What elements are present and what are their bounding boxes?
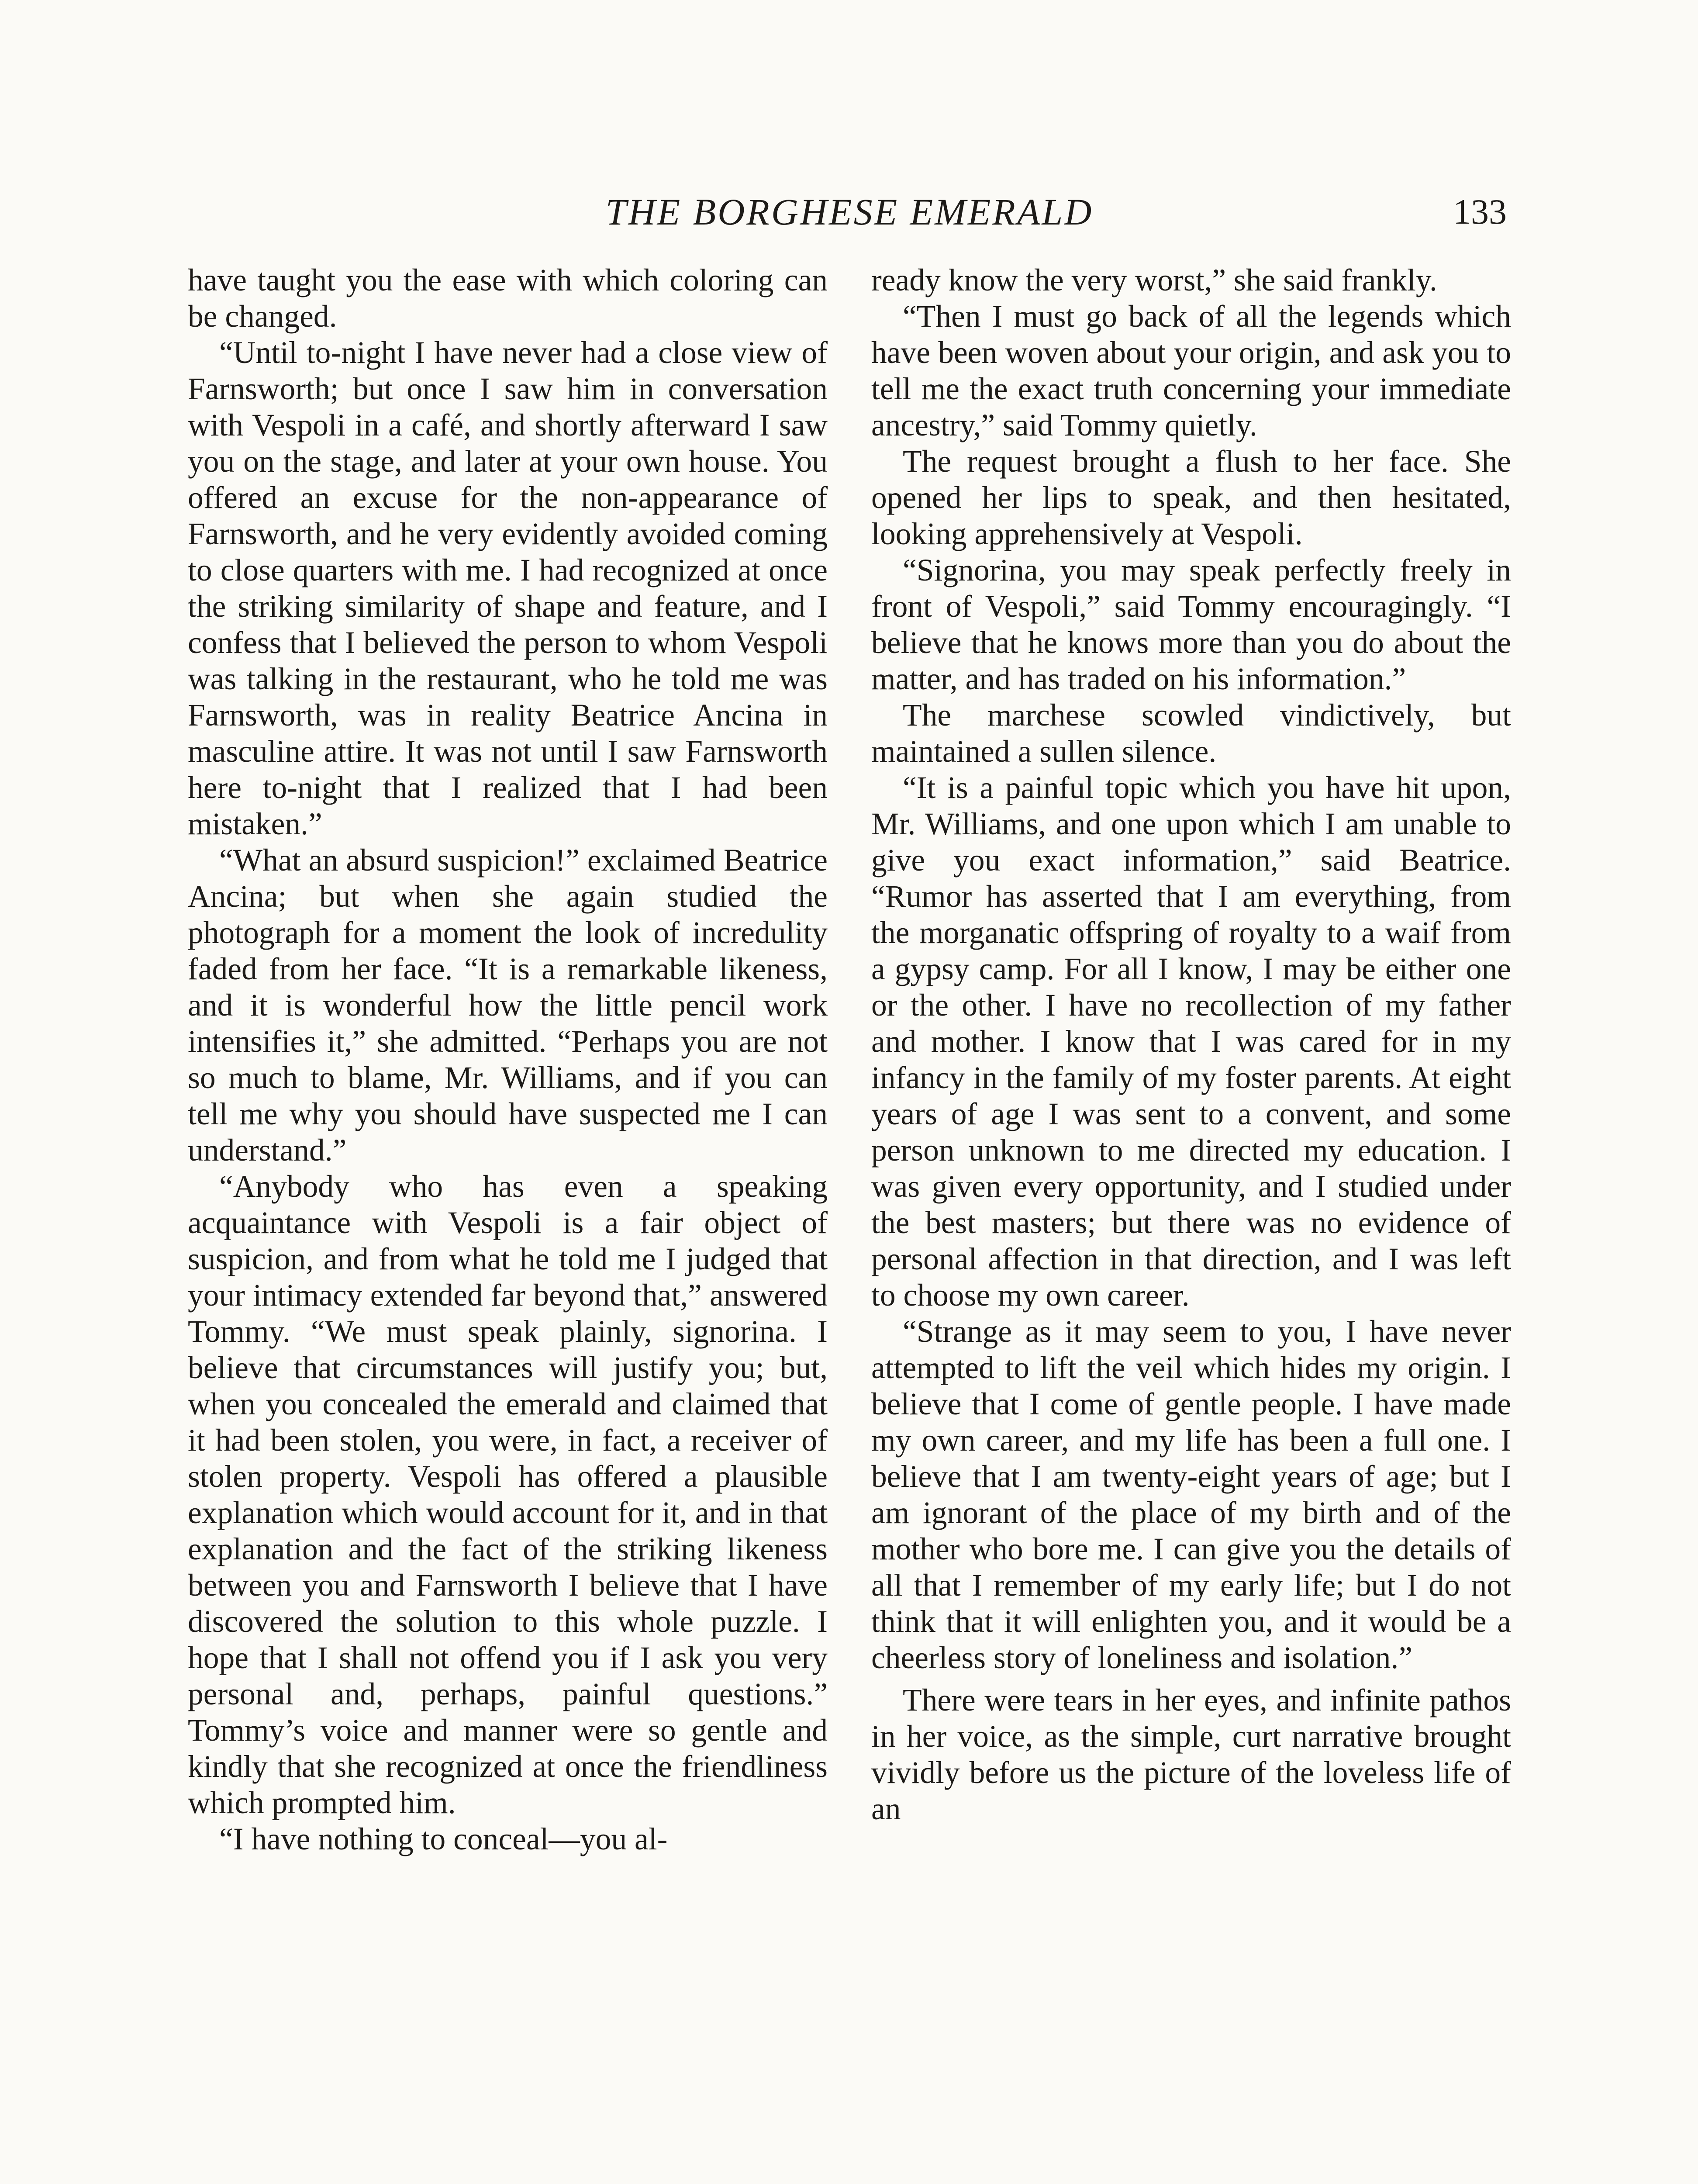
paragraph: “I have nothing to conceal—you al- (219, 1822, 668, 1856)
running-head (188, 186, 1511, 238)
paragraph: The request brought a flush to her face. She opened her lips to speak, and then hesitated, looking apprehensively at Vespoli. (871, 444, 1511, 551)
paragraph: “Strange as it may seem to you, I have never attempted to lift the veil which hides my origin. I believe that I come of gentle people. I have made my own career, and my life has been a full one. I believe that I am twenty-eight years of age; but I am ignorant of the place of my birth and of the mother who bore me. I can give you the details of all that I remember of my early life; but I do not think that it will enlighten you, and it would be a cheerless story of loneliness and isolation.” (871, 1314, 1511, 1675)
paragraph: “What an absurd suspicion!” exclaimed Beatrice Ancina; but when she again studied the photograph for a moment the look of incredulity faded from her face. “It is a remarkable likeness, and it is wonderful how the little pencil work intensifies it,” she admitted. “Perhaps you are not so much to blame, Mr. Williams, and if you can tell me why you should have suspected me I can understand.” (188, 843, 828, 1168)
running-title: THE BORGHESE EMERALD (605, 191, 1094, 233)
paragraph: “Signorina, you may speak perfectly freely in front of Vespoli,” said Tommy encouragingly. “I believe that he knows more than you do about the matter, and has traded on his information.” (871, 553, 1511, 696)
page-number: 133 (1453, 192, 1507, 232)
right-column (871, 262, 1511, 1827)
paragraph: The marchese scowled vindictively, but maintained a sullen silence. (871, 698, 1511, 769)
paragraph: “It is a painful topic which you have hit upon, Mr. Williams, and one upon which I am unable to give you exact information,” said Beatrice. “Rumor has asserted that I am everything, from the morganatic offspring of royalty to a waif from a gypsy camp. For all I know, I may be either one or the other. I have no recollection of my father and mother. I know that I was cared for in my infancy in the family of my foster parents. At eight years of age I was sent to a convent, and some person unknown to me directed my education. I was given every opportunity, and I studied under the best masters; but there was no evidence of personal affection in that direction, and I was left to choose my own career. (871, 771, 1511, 1313)
left-column (188, 262, 828, 1857)
paragraph: “Then I must go back of all the legends which have been woven about your origin, and ask you to tell me the exact truth concerning your immediate ancestry,” said Tommy quietly. (871, 299, 1511, 442)
paragraph: There were tears in her eyes, and infinite pathos in her voice, as the simple, curt narrative brought vividly before us the picture of the loveless life of an (871, 1683, 1511, 1826)
paragraph: ready know the very worst,” she said frankly. (871, 263, 1437, 297)
paragraph: have taught you the ease with which coloring can be changed. (188, 263, 828, 334)
paragraph: “Anybody who has even a speaking acquaintance with Vespoli is a fair object of suspicion, and from what he told me I judged that your intimacy extended far beyond that,” answered Tommy. “We must speak plainly, signorina. I believe that circumstances will justify you; but, when you concealed the emerald and claimed that it had been stolen, you were, in fact, a receiver of stolen property. Vespoli has offered a plausible explanation which would account for it, and in that explanation and the fact of the striking likeness between you and Farnsworth I believe that I have discovered the solution to this whole puzzle. I hope that I shall not offend you if I ask you very personal and, perhaps, painful questions.” Tommy’s voice and manner were so gentle and kindly that she recognized at once the friendliness which prompted him. (188, 1169, 828, 1820)
paragraph: “Until to-night I have never had a close view of Farnsworth; but once I saw him in conversation with Vespoli in a café, and shortly afterward I saw you on the stage, and later at your own house. You offered an excuse for the non-appearance of Farnsworth, and he very evidently avoided coming to close quarters with me. I had recognized at once the striking similarity of shape and feature, and I confess that I believed the person to whom Vespoli was talking in the restaurant, who he told me was Farnsworth, was in reality Beatrice Ancina in masculine attire. It was not until I saw Farnsworth here to-night that I realized that I had been mistaken.” (188, 335, 828, 841)
